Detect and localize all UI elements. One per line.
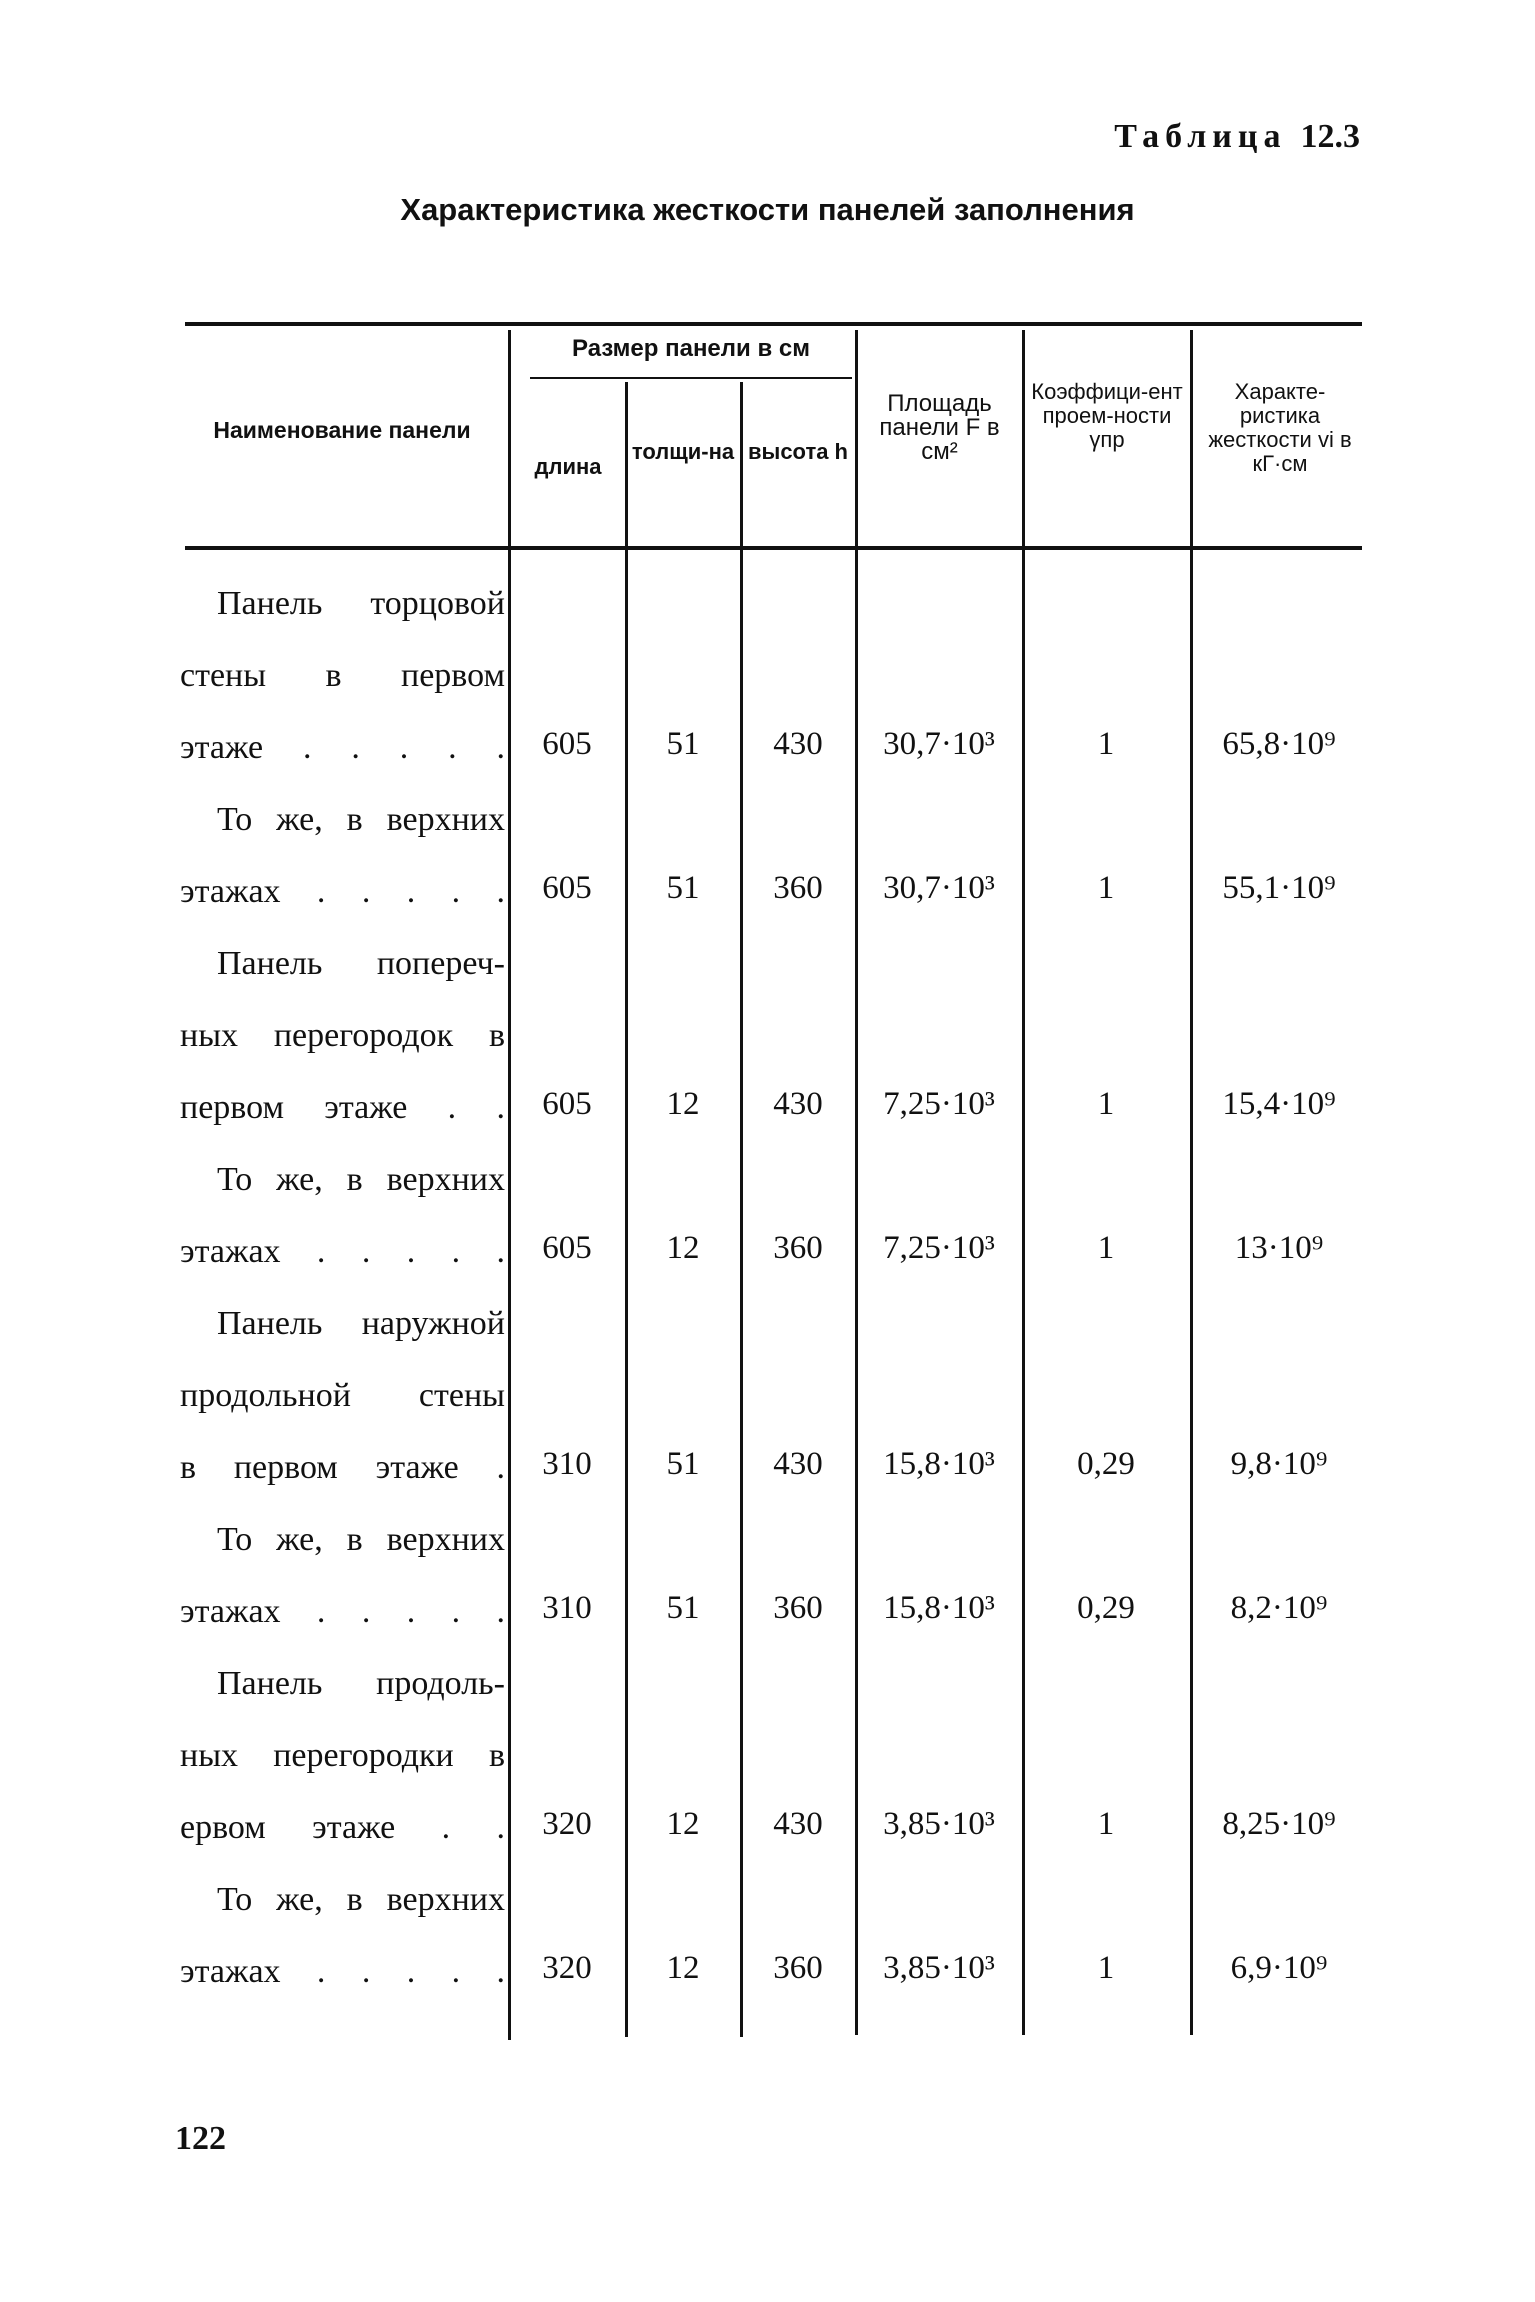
header-stiffness: Характе-ристика жесткости vi в кГ·см: [1208, 379, 1352, 476]
table-caption: [1114, 118, 1360, 156]
row-4-name-line: этажах . . . . .: [180, 1233, 505, 1270]
row-6-coef: 0,29: [1077, 1590, 1135, 1626]
column-divider: [1190, 330, 1193, 2035]
header-coef: Коэффици-ент проем-ности γпр: [1031, 379, 1183, 452]
row-3-coef: 1: [1097, 1086, 1115, 1122]
row-6-length: 310: [542, 1590, 592, 1626]
header-area: Площадь панели F в см²: [879, 390, 1000, 465]
row-4-name-line: То же, в верхних: [217, 1161, 505, 1198]
row-8-stiffness: 6,9·10⁹: [1230, 1950, 1328, 1986]
row-4-area: 7,25·10³: [883, 1230, 995, 1266]
column-divider: [508, 330, 511, 2040]
row-7-stiffness: 8,25·10⁹: [1222, 1806, 1336, 1842]
column-divider: [1022, 330, 1025, 2035]
row-4-height: 360: [773, 1230, 823, 1266]
row-6-stiffness: 8,2·10⁹: [1230, 1590, 1328, 1626]
row-8-name-line: этажах . . . . .: [180, 1953, 505, 1990]
row-5-name: [180, 1288, 505, 1504]
row-8-name: [180, 1864, 505, 2008]
row-3-name-line: первом этаже . .: [180, 1089, 505, 1126]
row-1-name-line: этаже . . . . .: [180, 729, 505, 766]
row-5-length: 310: [542, 1446, 592, 1482]
row-3-name-line: ных перегородок в: [180, 1017, 505, 1054]
row-7-height: 430: [773, 1806, 823, 1842]
row-6-height: 360: [773, 1590, 823, 1626]
column-divider: [625, 382, 628, 2037]
row-8-area: 3,85·10³: [883, 1950, 995, 1986]
row-1-thickness: 51: [666, 726, 700, 762]
row-2-name-line: То же, в верхних: [217, 801, 505, 838]
row-4-coef: 1: [1097, 1230, 1115, 1266]
row-6-area: 15,8·10³: [883, 1590, 995, 1626]
row-2-coef: 1: [1097, 870, 1115, 906]
row-3-name: [180, 928, 505, 1144]
row-1-name-line: стены в первом: [180, 657, 505, 694]
row-2-area: 30,7·10³: [883, 870, 995, 906]
row-7-name-line: ервом этаже . .: [180, 1809, 505, 1846]
row-2-height: 360: [773, 870, 823, 906]
row-2-name-line: этажах . . . . .: [180, 873, 505, 910]
row-3-stiffness: 15,4·10⁹: [1222, 1086, 1336, 1122]
row-1-height: 430: [773, 726, 823, 762]
column-divider: [740, 382, 743, 2037]
row-8-name-line: То же, в верхних: [217, 1881, 505, 1918]
table-top-rule: [185, 322, 1362, 326]
row-4-name: [180, 1144, 505, 1288]
row-1-area: 30,7·10³: [883, 726, 995, 762]
row-5-coef: 0,29: [1077, 1446, 1135, 1482]
column-divider: [855, 330, 858, 2035]
row-5-name-line: продольной стены: [180, 1377, 505, 1414]
row-1-stiffness: 65,8·10⁹: [1222, 726, 1336, 762]
row-5-thickness: 51: [666, 1446, 700, 1482]
row-1-name: [180, 568, 505, 784]
row-7-length: 320: [542, 1806, 592, 1842]
row-4-length: 605: [542, 1230, 592, 1266]
row-2-name: [180, 784, 505, 928]
row-5-height: 430: [773, 1446, 823, 1482]
row-8-height: 360: [773, 1950, 823, 1986]
header-bottom-rule: [185, 546, 1362, 550]
size-group-underline: [530, 377, 852, 379]
row-7-area: 3,85·10³: [883, 1806, 995, 1842]
row-7-name-line: Панель продоль-: [217, 1665, 505, 1702]
row-1-name-line: Панель торцовой: [217, 585, 505, 622]
row-4-thickness: 12: [666, 1230, 700, 1266]
row-2-stiffness: 55,1·10⁹: [1222, 870, 1336, 906]
table-caption-number: 12.3: [1300, 118, 1360, 155]
row-5-name-line: Панель наружной: [217, 1305, 505, 1342]
row-5-area: 15,8·10³: [883, 1446, 995, 1482]
header-length: длина: [534, 454, 602, 479]
row-3-height: 430: [773, 1086, 823, 1122]
row-3-thickness: 12: [666, 1086, 700, 1122]
header-height: высота h: [748, 439, 848, 464]
row-4-stiffness: 13·10⁹: [1234, 1230, 1324, 1266]
row-8-length: 320: [542, 1950, 592, 1986]
row-7-name-line: ных перегородки в: [180, 1737, 505, 1774]
row-6-name-line: этажах . . . . .: [180, 1593, 505, 1630]
row-1-coef: 1: [1097, 726, 1115, 762]
row-3-length: 605: [542, 1086, 592, 1122]
row-7-thickness: 12: [666, 1806, 700, 1842]
row-8-thickness: 12: [666, 1950, 700, 1986]
page-number: 122: [175, 2120, 226, 2157]
row-6-thickness: 51: [666, 1590, 700, 1626]
row-8-coef: 1: [1097, 1950, 1115, 1986]
row-2-length: 605: [542, 870, 592, 906]
header-thickness: толщи-на: [631, 439, 735, 464]
row-5-name-line: в первом этаже .: [180, 1449, 505, 1486]
row-3-area: 7,25·10³: [883, 1086, 995, 1122]
row-2-thickness: 51: [666, 870, 700, 906]
row-5-stiffness: 9,8·10⁹: [1230, 1446, 1328, 1482]
header-size-group: Размер панели в см: [572, 335, 810, 362]
header-name: Наименование панели: [213, 417, 471, 443]
row-6-name: [180, 1504, 505, 1648]
row-3-name-line: Панель попереч-: [217, 945, 505, 982]
row-1-length: 605: [542, 726, 592, 762]
row-6-name-line: То же, в верхних: [217, 1521, 505, 1558]
table-title: Характеристика жесткости панелей заполнения: [400, 192, 1135, 227]
row-7-name: [180, 1648, 505, 1864]
table-caption-label: Таблица: [1114, 118, 1287, 155]
row-7-coef: 1: [1097, 1806, 1115, 1842]
